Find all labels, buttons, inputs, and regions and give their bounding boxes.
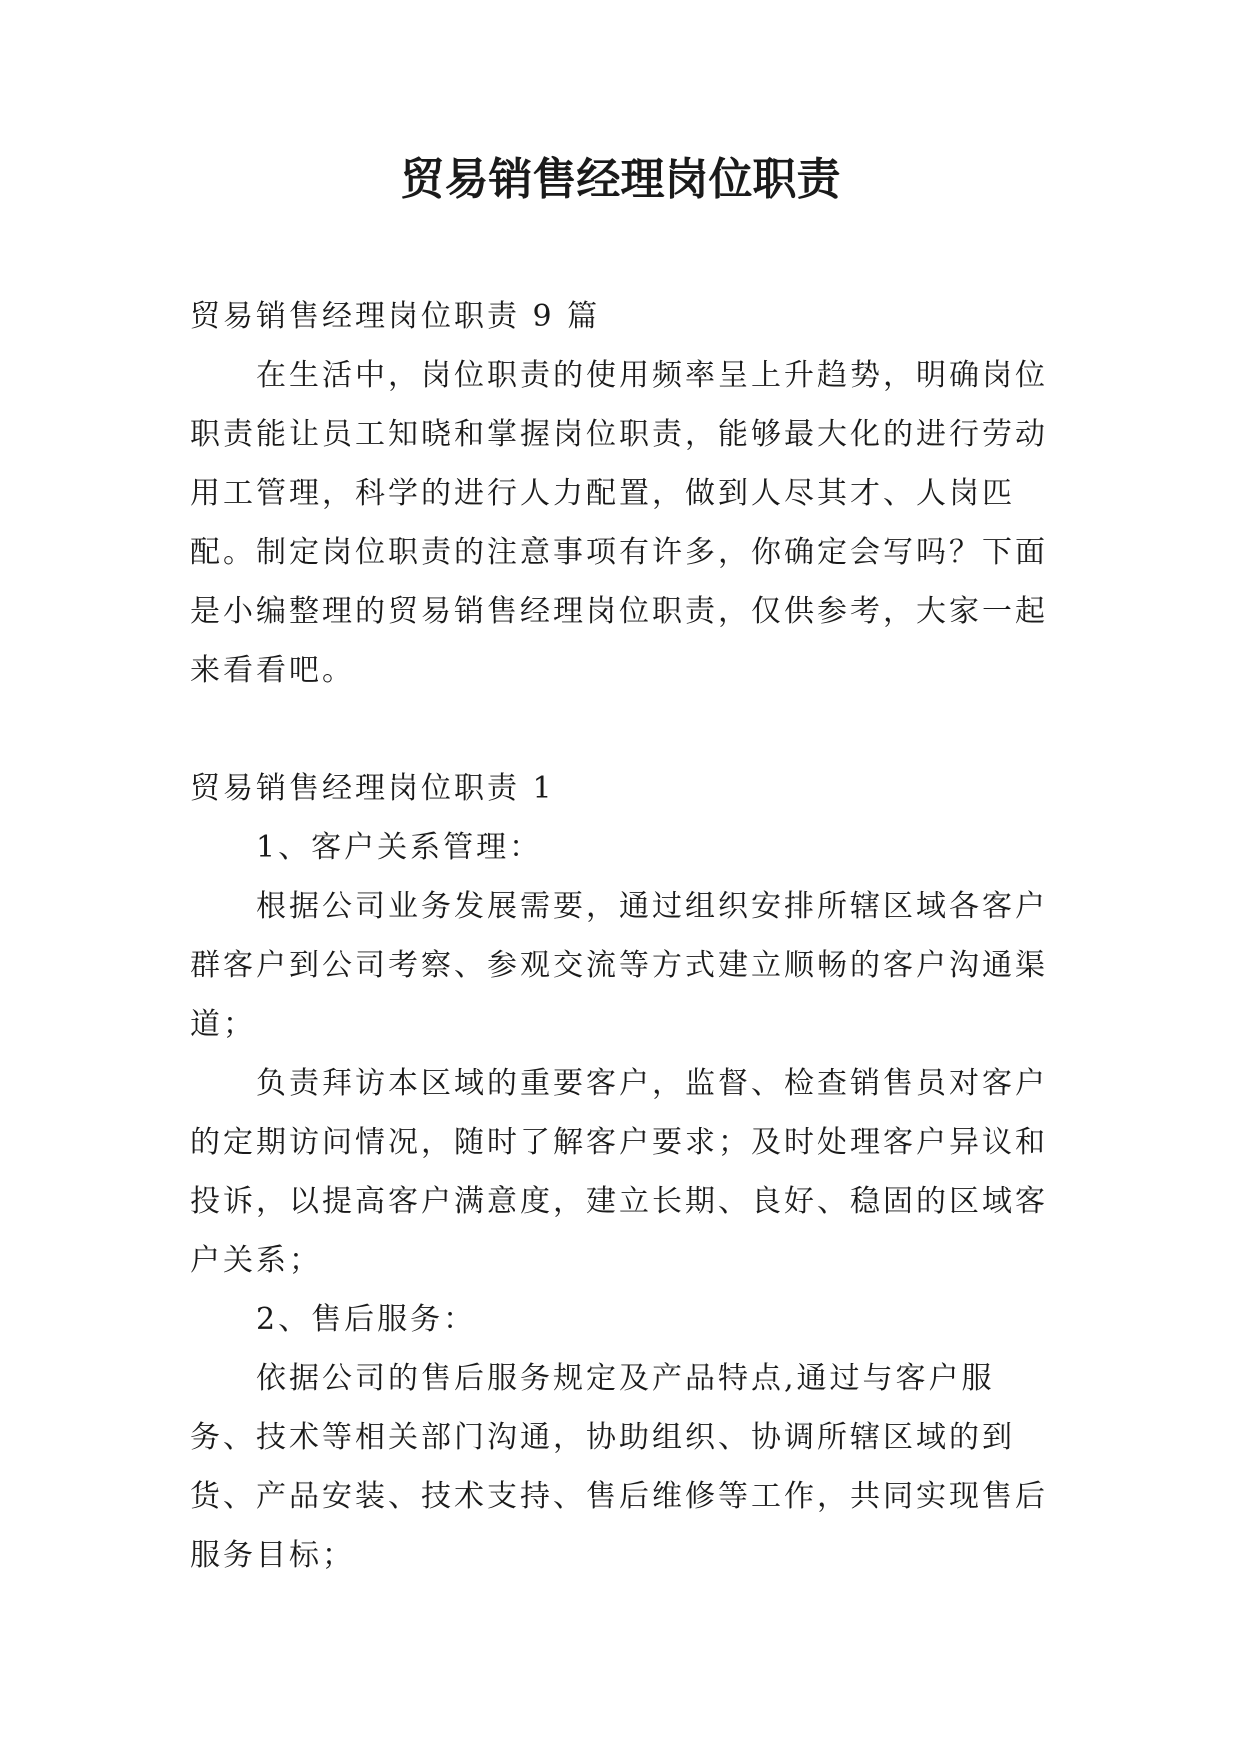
item-heading-after-sales: 2、售后服务： <box>256 1302 477 1337</box>
section-spacer <box>190 700 1060 759</box>
paragraph-customer-visits: 负责拜访本区域的重要客户，监督、检查销售员对客户的定期访问情况，随时了解客户要求；及时处理客户异议和投诉，以提高客户满意度，建立长期、良好、稳固的区域客户关系； <box>190 1066 1048 1278</box>
document-body <box>190 287 1060 1585</box>
section-heading: 贸易销售经理岗位职责 1 <box>190 771 555 806</box>
item-heading-customer-relations: 1、客户关系管理： <box>256 830 543 865</box>
paragraph-after-sales: 依据公司的售后服务规定及产品特点,通过与客户服务、技术等相关部门沟通，协助组织、协调所辖区域的到货、产品安装、技术支持、售后维修等工作，共同实现售后服务目标； <box>190 1361 1048 1573</box>
paragraph-customer-channels: 根据公司业务发展需要，通过组织安排所辖区域各客户群客户到公司考察、参观交流等方式建立顺畅的客户沟通渠道； <box>190 889 1048 1042</box>
document-title: 贸易销售经理岗位职责 <box>400 154 841 205</box>
document-subtitle: 贸易销售经理岗位职责 9 篇 <box>190 299 601 334</box>
intro-paragraph: 在生活中，岗位职责的使用频率呈上升趋势，明确岗位职责能让员工知晓和掌握岗位职责，能够最大化的进行劳动用工管理，科学的进行人力配置，做到人尽其才、人岗匹配。制定岗位职责的注意事项有许多，你确定会写吗？下面是小编整理的贸易销售经理岗位职责，仅供参考，大家一起来看看吧。 <box>190 358 1048 688</box>
